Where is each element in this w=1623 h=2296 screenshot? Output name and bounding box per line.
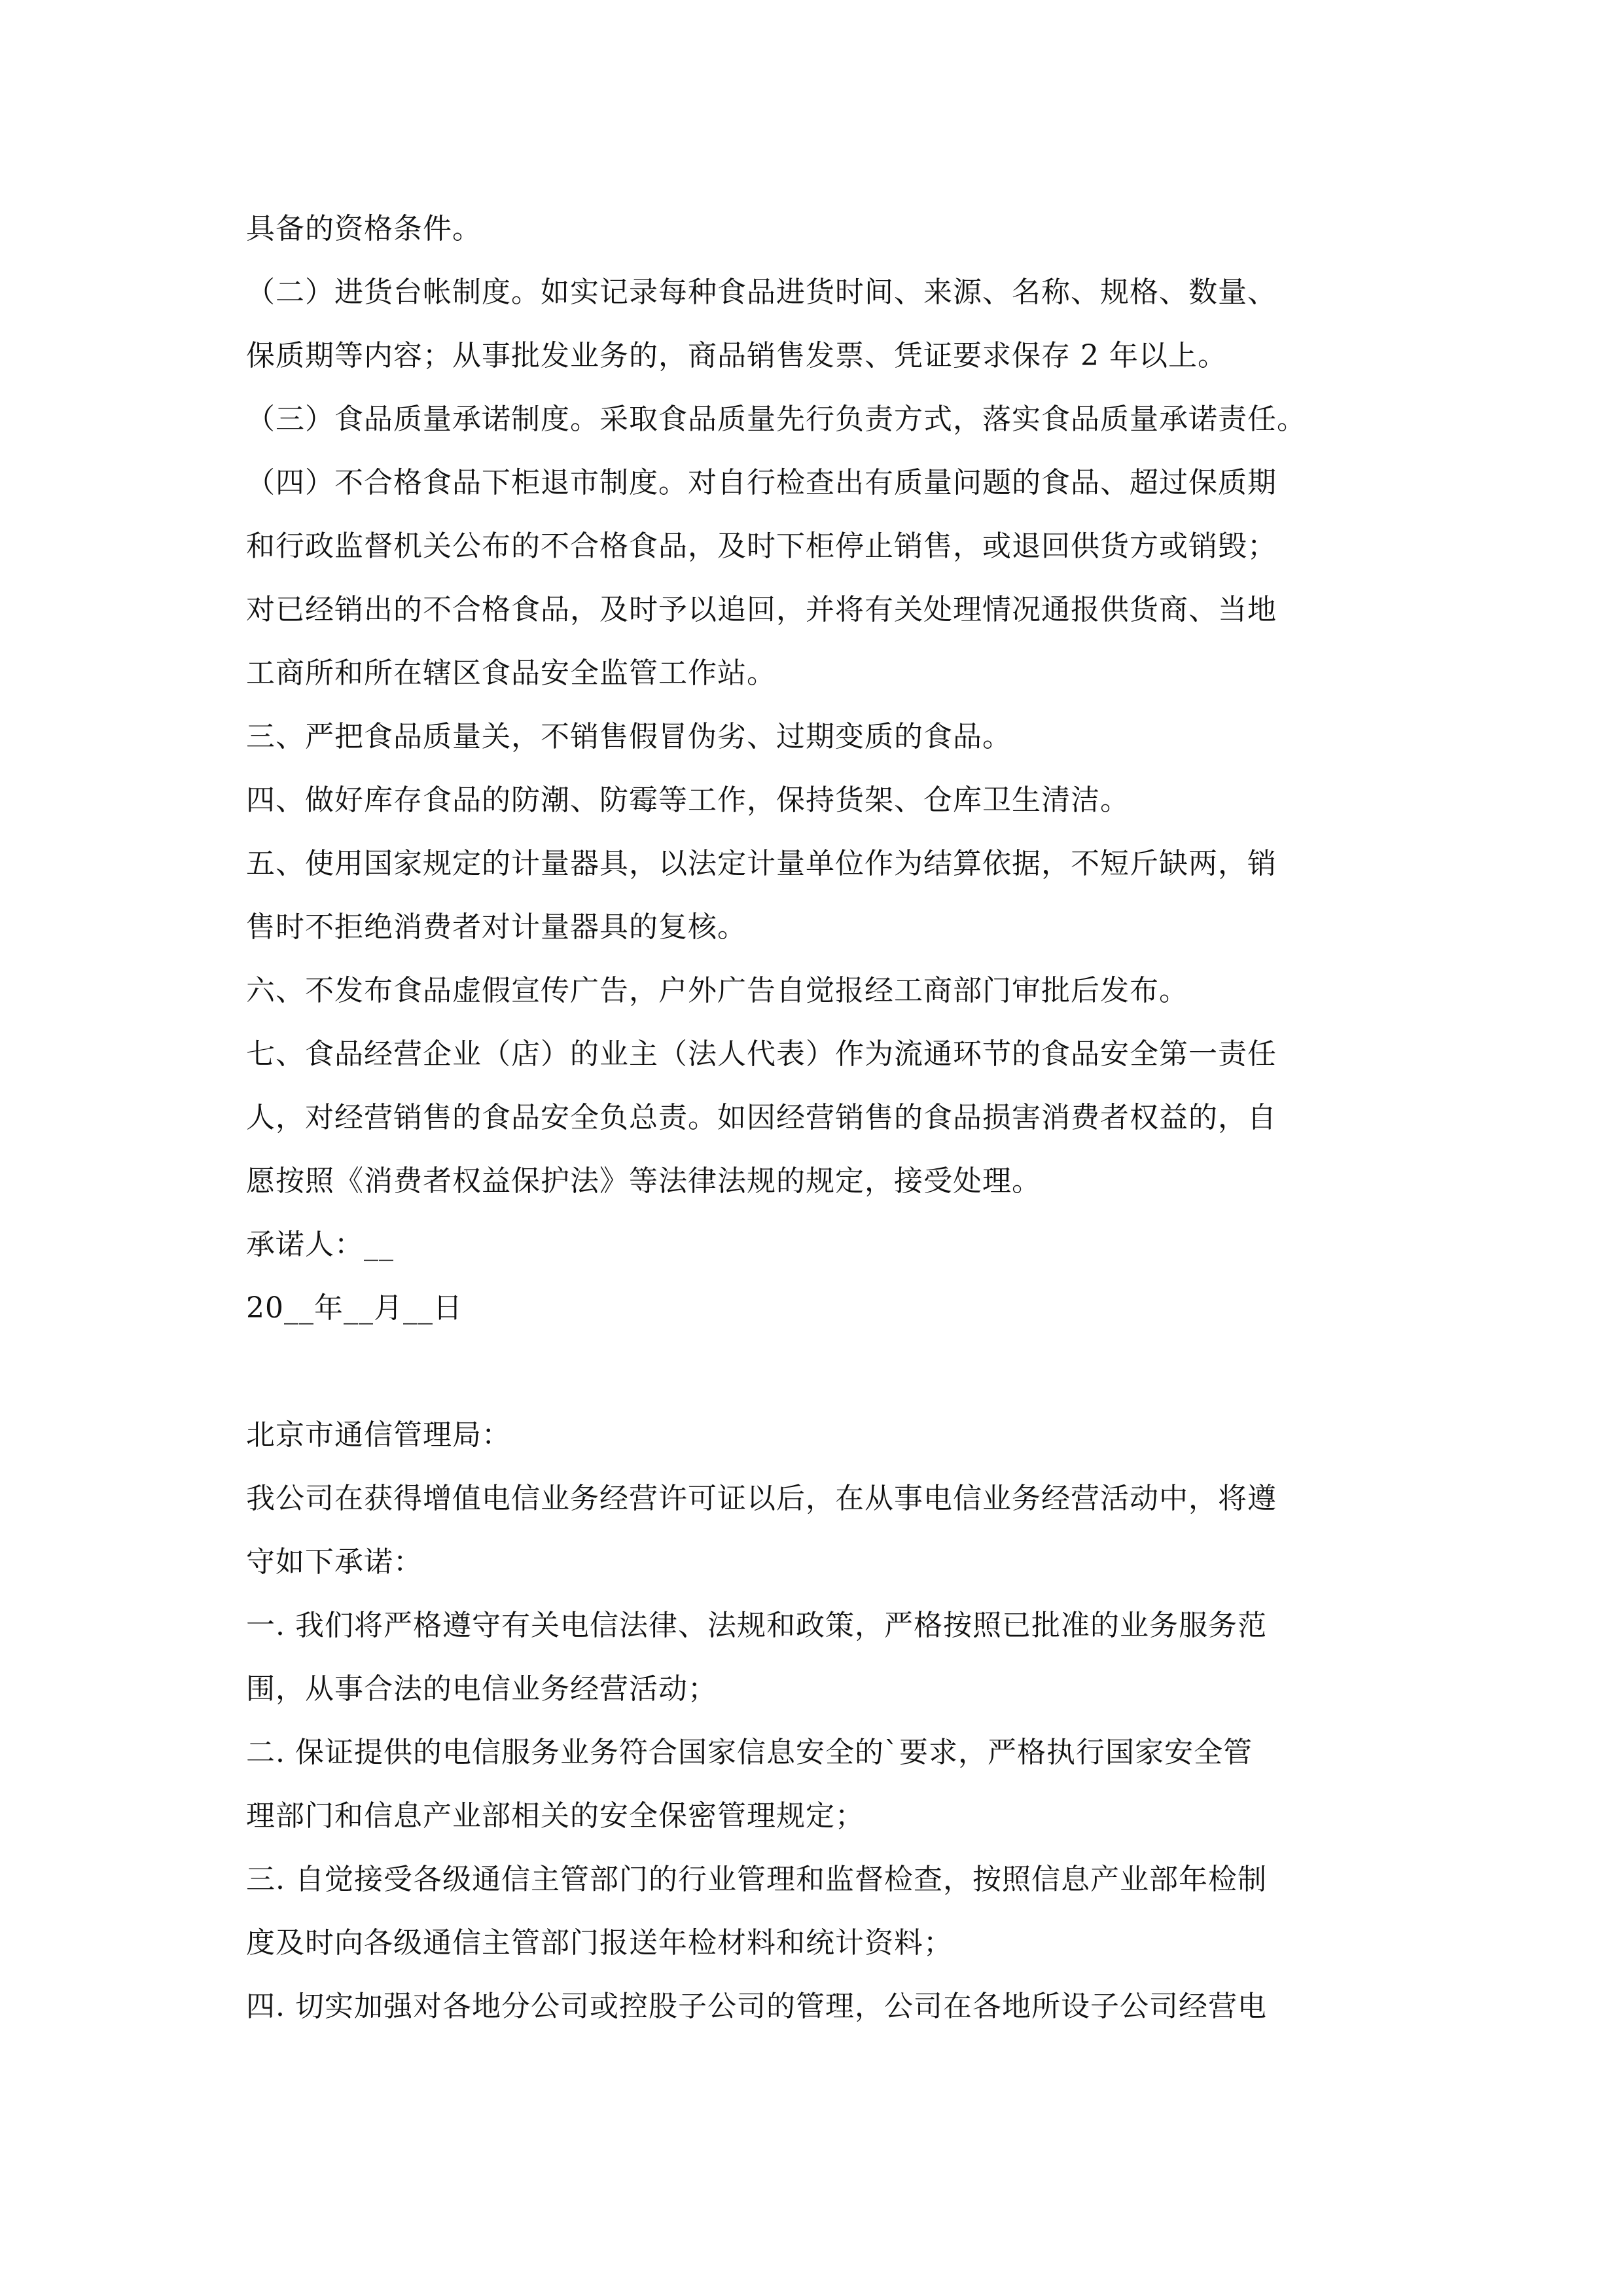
text-line: 围，从事合法的电信业务经营活动； (246, 1672, 717, 1706)
text-line: 三、严把食品质量关，不销售假冒伪劣、过期变质的食品。 (246, 720, 1012, 753)
text-line: （二）进货台帐制度。如实记录每种食品进货时间、来源、名称、规格、数量、 (246, 276, 1277, 309)
text-line: 四. 切实加强对各地分公司或控股子公司的管理，公司在各地所设子公司经营电 (246, 1990, 1267, 2023)
text-line: 售时不拒绝消费者对计量器具的复核。 (246, 910, 747, 944)
text-line: 愿按照《消费者权益保护法》等法律法规的规定，接受处理。 (246, 1164, 1041, 1198)
signer-line: 承诺人：__ (246, 1228, 394, 1261)
text-line: 对已经销出的不合格食品，及时予以追回，并将有关处理情况通报供货商、当地 (246, 593, 1277, 626)
text-line: 具备的资格条件。 (246, 212, 482, 245)
text-line: 工商所和所在辖区食品安全监管工作站。 (246, 656, 776, 690)
text-line: 七、食品经营企业（店）的业主（法人代表）作为流通环节的食品安全第一责任 (246, 1037, 1277, 1071)
text-line: 三. 自觉接受各级通信主管部门的行业管理和监督检查，按照信息产业部年检制 (246, 1863, 1267, 1896)
text-line: 和行政监督机关公布的不合格食品，及时下柜停止销售，或退回供货方或销毁； (246, 529, 1277, 563)
text-line: 度及时向各级通信主管部门报送年检材料和统计资料； (246, 1926, 953, 1960)
text-line: 二. 保证提供的电信服务业务符合国家信息安全的`要求，严格执行国家安全管 (246, 1736, 1253, 1769)
date-line: 20__年__月__日 (246, 1291, 463, 1325)
text-line: 理部门和信息产业部相关的安全保密管理规定； (246, 1799, 865, 1833)
addressee: 北京市通信管理局： (246, 1418, 511, 1452)
text-line: 四、做好库存食品的防潮、防霉等工作，保持货架、仓库卫生清洁。 (246, 783, 1130, 817)
text-line: 保质期等内容；从事批发业务的，商品销售发票、凭证要求保存 2 年以上。 (246, 339, 1227, 372)
text-line: 守如下承诺： (246, 1545, 423, 1579)
text-line: 我公司在获得增值电信业务经营许可证以后，在从事电信业务经营活动中，将遵 (246, 1482, 1277, 1515)
text-line: （四）不合格食品下柜退市制度。对自行检查出有质量问题的食品、超过保质期 (246, 466, 1277, 499)
text-line: 一. 我们将严格遵守有关电信法律、法规和政策，严格按照已批准的业务服务范 (246, 1609, 1267, 1642)
text-line: 五、使用国家规定的计量器具，以法定计量单位作为结算依据，不短斤缺两，销 (246, 847, 1277, 880)
text-line: 人，对经营销售的食品安全负总责。如因经营销售的食品损害消费者权益的，自 (246, 1101, 1277, 1134)
text-line: （三）食品质量承诺制度。采取食品质量先行负责方式，落实食品质量承诺责任。 (246, 403, 1306, 436)
text-line: 六、不发布食品虚假宣传广告，户外广告自觉报经工商部门审批后发布。 (246, 974, 1188, 1007)
